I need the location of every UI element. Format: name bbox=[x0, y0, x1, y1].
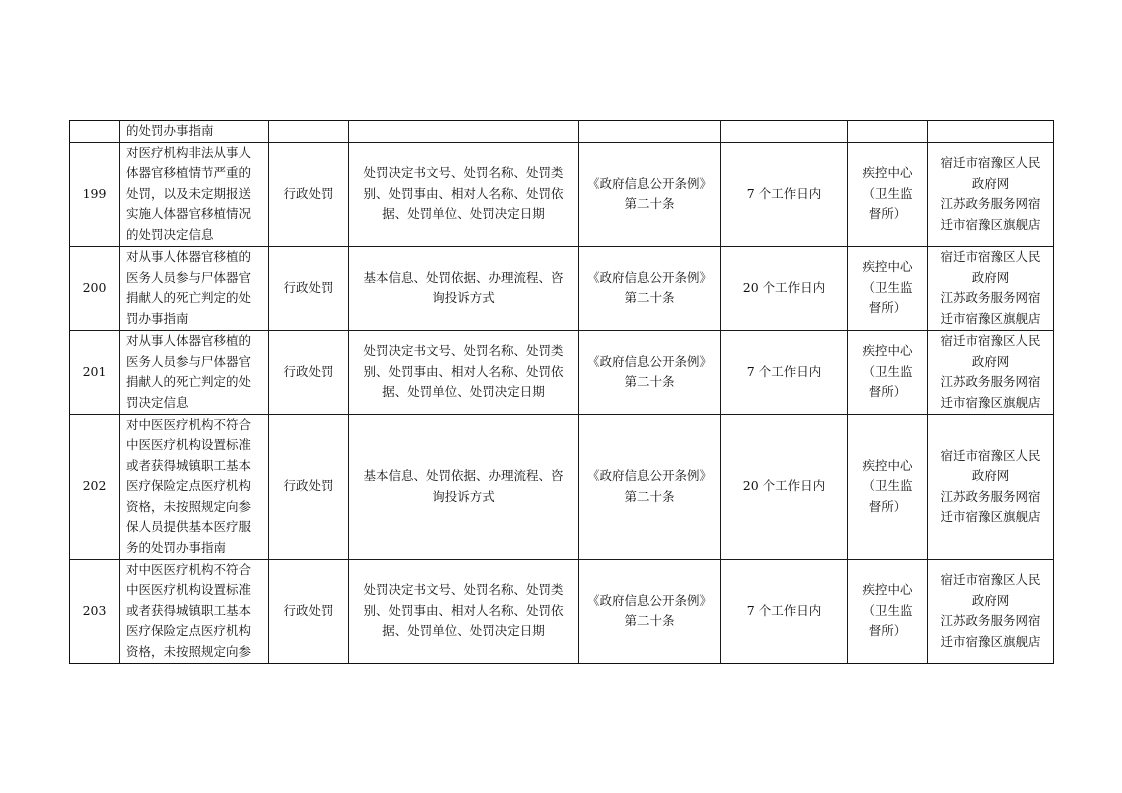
cell-basis bbox=[579, 121, 721, 143]
cell-publish-site-line: 迁市宿豫区旗舰店 bbox=[940, 310, 1041, 326]
cell-publish-site-line: 江苏政务服务网宿 bbox=[940, 613, 1041, 628]
cell-matter-line: 对从事人体器官移植的 bbox=[126, 333, 252, 348]
cell-matter bbox=[120, 142, 269, 246]
table-row bbox=[70, 121, 1054, 143]
cell-matter-line: 或者获得城镇职工基本 bbox=[126, 602, 252, 618]
cell-publish-site-line: 政府网 bbox=[971, 175, 1010, 191]
cell-department-line: （卫生监 bbox=[862, 478, 913, 494]
cell-category: 行政处罚 bbox=[269, 246, 349, 330]
cell-content-line: 别、处罚事由、相对人名称、处罚依 bbox=[363, 602, 564, 618]
cell-publish-site-line: 宿迁市宿豫区人民 bbox=[940, 572, 1041, 587]
cell-matter-line: 资格，未按照规定向参 bbox=[126, 643, 252, 659]
cell-basis-line: 《政府信息公开条例》 bbox=[586, 468, 712, 483]
cell-department bbox=[848, 246, 928, 330]
cell-number: 202 bbox=[70, 414, 120, 559]
cell-department-line: （卫生监 bbox=[862, 279, 913, 295]
cell-matter-line: 保人员提供基本医疗服 bbox=[126, 519, 252, 535]
cell-publish-site-line: 江苏政务服务网宿 bbox=[940, 196, 1041, 211]
cell-publish-site bbox=[928, 142, 1054, 246]
table-row bbox=[70, 559, 1054, 663]
table-row bbox=[70, 330, 1054, 414]
cell-content-line: 基本信息、处罚依据、办理流程、咨 bbox=[363, 468, 564, 483]
cell-publish-site bbox=[928, 121, 1054, 143]
cell-basis-line: 第二十条 bbox=[624, 488, 675, 504]
cell-department bbox=[848, 121, 928, 143]
cell-number: 201 bbox=[70, 330, 120, 414]
cell-department-line: （卫生监 bbox=[862, 602, 913, 618]
cell-basis bbox=[579, 559, 721, 663]
cell-department-line: 督所） bbox=[868, 623, 907, 639]
cell-publish-site-line: 宿迁市宿豫区人民 bbox=[940, 249, 1041, 264]
cell-publish-site-line: 迁市宿豫区旗舰店 bbox=[940, 394, 1041, 410]
cell-content bbox=[349, 246, 579, 330]
cell-content-line: 据、处罚单位、处罚决定日期 bbox=[382, 206, 545, 222]
cell-department-line: （卫生监 bbox=[862, 185, 913, 201]
cell-basis-line: 第二十条 bbox=[624, 196, 675, 211]
disclosure-table bbox=[69, 120, 1054, 664]
cell-content-line: 据、处罚单位、处罚决定日期 bbox=[382, 384, 545, 400]
cell-department-line: 疾控中心 bbox=[862, 582, 913, 598]
cell-matter-line: 捐献人的死亡判定的处 bbox=[126, 374, 252, 389]
cell-basis bbox=[579, 330, 721, 414]
cell-matter-line: 中医医疗机构设置标准 bbox=[126, 582, 252, 598]
cell-time-limit bbox=[721, 121, 848, 143]
cell-matter-line: 对医疗机构非法从事人 bbox=[126, 144, 252, 160]
cell-department-line: 疾控中心 bbox=[862, 457, 913, 473]
cell-matter bbox=[120, 330, 269, 414]
cell-department-line: 疾控中心 bbox=[862, 343, 913, 359]
cell-basis bbox=[579, 414, 721, 559]
cell-basis bbox=[579, 142, 721, 246]
cell-content-line: 询投诉方式 bbox=[432, 290, 495, 305]
cell-content-line: 处罚决定书文号、处罚名称、处罚类 bbox=[363, 582, 564, 598]
cell-publish-site-line: 宿迁市宿豫区人民 bbox=[940, 155, 1041, 170]
cell-publish-site-line: 政府网 bbox=[971, 468, 1010, 483]
cell-number bbox=[70, 121, 120, 143]
cell-number: 203 bbox=[70, 559, 120, 663]
cell-basis-line: 第二十条 bbox=[624, 613, 675, 628]
cell-department-line: （卫生监 bbox=[862, 363, 913, 379]
cell-publish-site-line: 江苏政务服务网宿 bbox=[940, 374, 1041, 389]
cell-category bbox=[269, 121, 349, 143]
table-body bbox=[70, 121, 1054, 664]
cell-content-line: 处罚决定书文号、处罚名称、处罚类 bbox=[363, 165, 564, 181]
cell-content-line: 询投诉方式 bbox=[432, 488, 495, 504]
cell-basis-line: 第二十条 bbox=[624, 290, 675, 305]
cell-matter bbox=[120, 414, 269, 559]
cell-matter-line: 医疗保险定点医疗机构 bbox=[126, 623, 252, 639]
cell-matter-line: 对中医医疗机构不符合 bbox=[126, 561, 252, 577]
cell-publish-site-line: 宿迁市宿豫区人民 bbox=[940, 447, 1041, 463]
cell-department-line: 督所） bbox=[868, 300, 907, 316]
cell-publish-site-line: 江苏政务服务网宿 bbox=[940, 488, 1041, 504]
cell-category: 行政处罚 bbox=[269, 559, 349, 663]
cell-publish-site bbox=[928, 330, 1054, 414]
cell-basis-line: 第二十条 bbox=[624, 374, 675, 389]
cell-basis-line: 《政府信息公开条例》 bbox=[586, 175, 712, 191]
cell-basis-line: 《政府信息公开条例》 bbox=[586, 592, 712, 608]
cell-department-line: 疾控中心 bbox=[862, 165, 913, 181]
cell-publish-site-line: 政府网 bbox=[971, 353, 1010, 369]
cell-time-limit: 7 个工作日内 bbox=[721, 142, 848, 246]
cell-matter-line: 罚决定信息 bbox=[126, 394, 189, 410]
cell-category: 行政处罚 bbox=[269, 330, 349, 414]
cell-matter-line: 医务人员参与尸体器官 bbox=[126, 353, 252, 369]
cell-basis-line: 《政府信息公开条例》 bbox=[586, 269, 712, 285]
cell-matter-line: 实施人体器官移植情况 bbox=[126, 206, 252, 222]
cell-basis bbox=[579, 246, 721, 330]
cell-category: 行政处罚 bbox=[269, 414, 349, 559]
cell-matter-line: 的处罚办事指南 bbox=[126, 123, 214, 138]
cell-department-line: 疾控中心 bbox=[862, 259, 913, 275]
cell-content bbox=[349, 414, 579, 559]
cell-content-line: 别、处罚事由、相对人名称、处罚依 bbox=[363, 185, 564, 201]
cell-matter-line: 对中医医疗机构不符合 bbox=[126, 416, 252, 432]
cell-publish-site-line: 宿迁市宿豫区人民 bbox=[940, 333, 1041, 348]
table-row bbox=[70, 142, 1054, 246]
cell-matter-line: 务的处罚办事指南 bbox=[126, 539, 227, 555]
cell-content bbox=[349, 559, 579, 663]
cell-basis-line: 《政府信息公开条例》 bbox=[586, 353, 712, 369]
cell-matter-line: 医疗保险定点医疗机构 bbox=[126, 478, 252, 494]
cell-matter-line: 罚办事指南 bbox=[126, 310, 189, 326]
cell-publish-site bbox=[928, 559, 1054, 663]
cell-department-line: 督所） bbox=[868, 206, 907, 222]
table-row bbox=[70, 246, 1054, 330]
cell-content-line: 基本信息、处罚依据、办理流程、咨 bbox=[363, 269, 564, 285]
cell-publish-site-line: 迁市宿豫区旗舰店 bbox=[940, 216, 1041, 232]
cell-time-limit: 20 个工作日内 bbox=[721, 414, 848, 559]
cell-matter bbox=[120, 121, 269, 143]
cell-matter bbox=[120, 246, 269, 330]
cell-department bbox=[848, 414, 928, 559]
cell-publish-site bbox=[928, 246, 1054, 330]
cell-publish-site bbox=[928, 414, 1054, 559]
cell-content bbox=[349, 142, 579, 246]
cell-department-line: 督所） bbox=[868, 498, 907, 514]
cell-department-line: 督所） bbox=[868, 384, 907, 400]
cell-category: 行政处罚 bbox=[269, 142, 349, 246]
cell-number: 199 bbox=[70, 142, 120, 246]
cell-matter-line: 体器官移植情节严重的 bbox=[126, 165, 252, 181]
cell-publish-site-line: 迁市宿豫区旗舰店 bbox=[940, 633, 1041, 649]
cell-department bbox=[848, 330, 928, 414]
cell-content-line: 据、处罚单位、处罚决定日期 bbox=[382, 623, 545, 639]
cell-matter-line: 或者获得城镇职工基本 bbox=[126, 457, 252, 473]
cell-time-limit: 20 个工作日内 bbox=[721, 246, 848, 330]
cell-matter-line: 中医医疗机构设置标准 bbox=[126, 437, 252, 453]
cell-content bbox=[349, 121, 579, 143]
cell-content-line: 处罚决定书文号、处罚名称、处罚类 bbox=[363, 343, 564, 359]
cell-department bbox=[848, 559, 928, 663]
cell-department bbox=[848, 142, 928, 246]
cell-matter-line: 的处罚决定信息 bbox=[126, 226, 214, 242]
cell-matter-line: 捐献人的死亡判定的处 bbox=[126, 290, 252, 305]
cell-content-line: 别、处罚事由、相对人名称、处罚依 bbox=[363, 363, 564, 379]
cell-matter-line: 资格，未按照规定向参 bbox=[126, 498, 252, 514]
cell-number: 200 bbox=[70, 246, 120, 330]
cell-publish-site-line: 迁市宿豫区旗舰店 bbox=[940, 509, 1041, 524]
table-row bbox=[70, 414, 1054, 559]
cell-time-limit: 7 个工作日内 bbox=[721, 330, 848, 414]
cell-matter-line: 医务人员参与尸体器官 bbox=[126, 269, 252, 285]
cell-matter-line: 处罚，以及未定期报送 bbox=[126, 185, 252, 201]
cell-publish-site-line: 江苏政务服务网宿 bbox=[940, 290, 1041, 305]
cell-content bbox=[349, 330, 579, 414]
cell-time-limit: 7 个工作日内 bbox=[721, 559, 848, 663]
cell-matter-line: 对从事人体器官移植的 bbox=[126, 249, 252, 264]
cell-publish-site-line: 政府网 bbox=[971, 269, 1010, 285]
cell-matter bbox=[120, 559, 269, 663]
cell-publish-site-line: 政府网 bbox=[971, 592, 1010, 608]
